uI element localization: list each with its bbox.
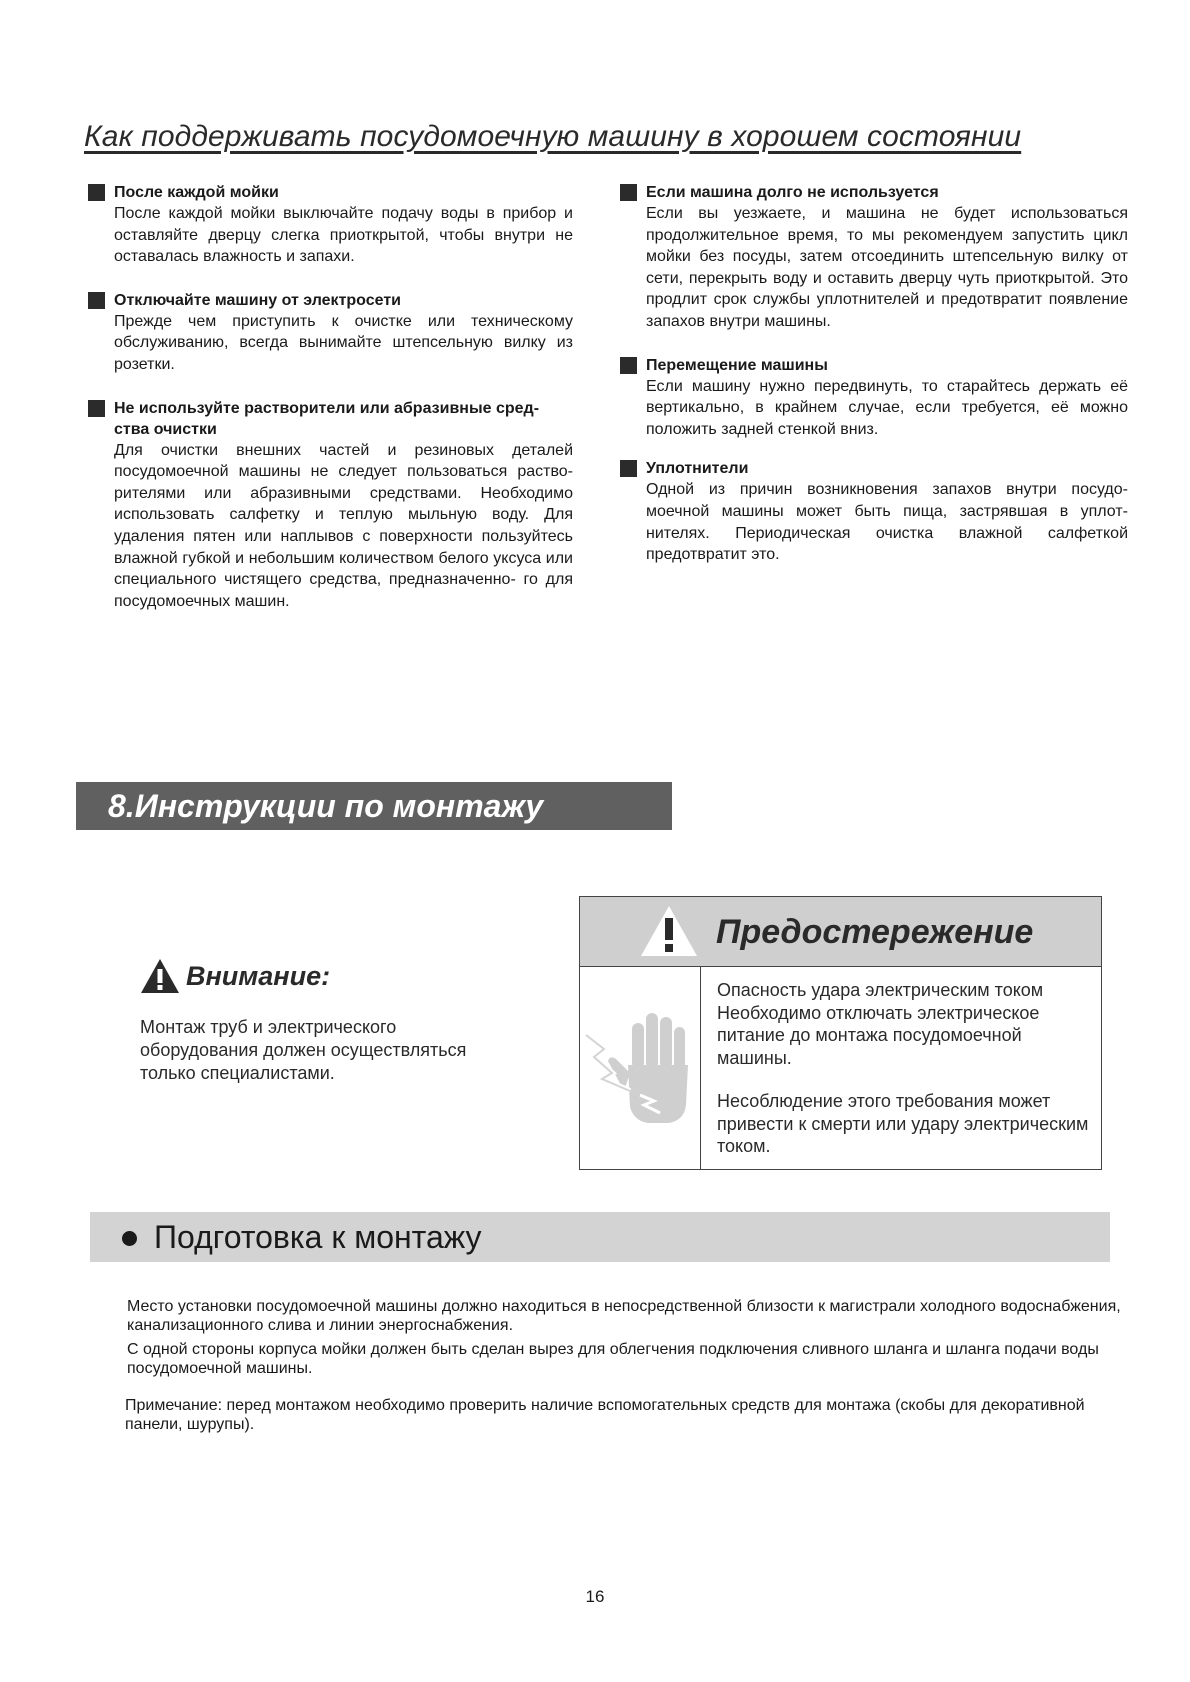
square-bullet-icon — [88, 292, 105, 309]
page-title: Как поддерживать посудомоечную машину в хорошем состоянии — [84, 120, 1022, 153]
prep-paragraph-1: Место установки посудомоечной машины должно находиться в непосредственной близости к магистрали холодного водоснабжения, канализационного слива и линии энергоснабжения. — [127, 1298, 1121, 1334]
square-bullet-icon — [620, 184, 637, 201]
section-heading: Если машина долго не используется — [620, 182, 1128, 203]
caution-title: Предостережение — [716, 913, 1034, 951]
section-heading: Уплотнители — [620, 458, 1128, 479]
section-moving — [620, 355, 1128, 441]
section-heading: После каждой мойки — [88, 182, 573, 203]
prep-text — [127, 1297, 1127, 1383]
attention-body: Монтаж труб и электрического оборудования должен осуществляться только специалистами. — [140, 1017, 467, 1083]
prep-banner — [90, 1212, 1110, 1262]
section-long-unused — [620, 182, 1128, 333]
warning-triangle-icon — [140, 958, 180, 994]
page-number: 16 — [585, 1587, 605, 1606]
caution-paragraph-2: Несоблюдение этого требования может привести к смерти или удару электрическим током. — [717, 1091, 1089, 1156]
warning-triangle-icon — [640, 905, 698, 957]
section-body: После каждой мойки выключайте подачу воды в прибор и оставляйте дверцу слегка приоткрытой, чтобы внутри не оставалась влажность и запахи. — [114, 205, 573, 266]
section-8-title: 8.Инструкции по монтажу — [108, 788, 544, 824]
section-no-solvents — [88, 398, 573, 613]
caution-header — [580, 897, 1101, 967]
electric-shock-hand-icon — [582, 1009, 698, 1127]
section-body: Если вы уезжаете, и машина не будет использоваться продолжительное время, то мы рекомендуем запустить цикл мойки без посуды, затем отсоединить штепсельную вилку от сети, перекрыть воду и оставить дверцу чуть приоткрытой. Это продлит срок службы уплотнителей и предотвратит появление запахов внутри машины. — [646, 205, 1128, 330]
section-body: Прежде чем приступить к очистке или техническому обслуживанию, всегда вынимайте штепсельную вилку из розетки. — [114, 312, 573, 373]
section-heading: Отключайте машину от электросети — [88, 290, 573, 311]
prep-note: Примечание: перед монтажом необходимо проверить наличие вспомогательных средств для монтажа (скобы для декоративной панели, шурупы). — [125, 1397, 1085, 1433]
caution-icon-cell — [580, 967, 701, 1169]
attention-block — [140, 958, 470, 1085]
section-body: Для очистки внешних частей и резиновых деталей посудомоечной машины не следует пользоваться раство- рителями или абразивными средствами. Необходимо использовать салфетку и теплую мыльную воду. Для удаления пятен или наплывов с поверхности пользуйтесь влажной губкой и небольшим количеством белого уксуса или специального чистящего средства, предназначенно- го для посудомоечных машин. — [114, 441, 573, 610]
section-body: Одной из причин возникновения запахов внутри посудо- моечной машины может быть пища, застрявшая в уплот- нителях. Периодическая очистка влажной салфеткой предотвратит это. — [646, 481, 1128, 564]
section-after-wash — [88, 182, 573, 268]
caution-paragraph-1: Опасность удара электрическим током Необходимо отключать электрическое питание до монтажа посудомоечной машины. — [717, 980, 1044, 1068]
left-column — [88, 182, 573, 634]
section-body: Если машину нужно передвинуть, то старайтесь держать её вертикально, в крайнем случае, если требуется, её можно положить задней стенкой вниз. — [646, 377, 1128, 438]
square-bullet-icon — [620, 460, 637, 477]
caution-box — [579, 896, 1102, 1170]
section-seals — [620, 458, 1128, 565]
attention-title: Внимание: — [186, 960, 331, 991]
prep-paragraph-2: С одной стороны корпуса мойки должен быть сделан вырез для облегчения подключения сливного шланга и шланга подачи воды посудомоечной машины. — [127, 1341, 1099, 1377]
square-bullet-icon — [88, 400, 105, 417]
caution-text — [717, 979, 1092, 1179]
square-bullet-icon — [88, 184, 105, 201]
section-heading: Перемещение машины — [620, 355, 1128, 376]
attention-header — [140, 958, 470, 994]
section-heading: Не используйте растворители или абразивные сред- ства очистки — [88, 398, 573, 440]
prep-title: Подготовка к монтажу — [154, 1219, 482, 1255]
round-bullet-icon — [122, 1231, 137, 1246]
right-column — [620, 182, 1128, 588]
section-8-banner — [76, 782, 672, 830]
section-unplug — [88, 290, 573, 376]
square-bullet-icon — [620, 357, 637, 374]
